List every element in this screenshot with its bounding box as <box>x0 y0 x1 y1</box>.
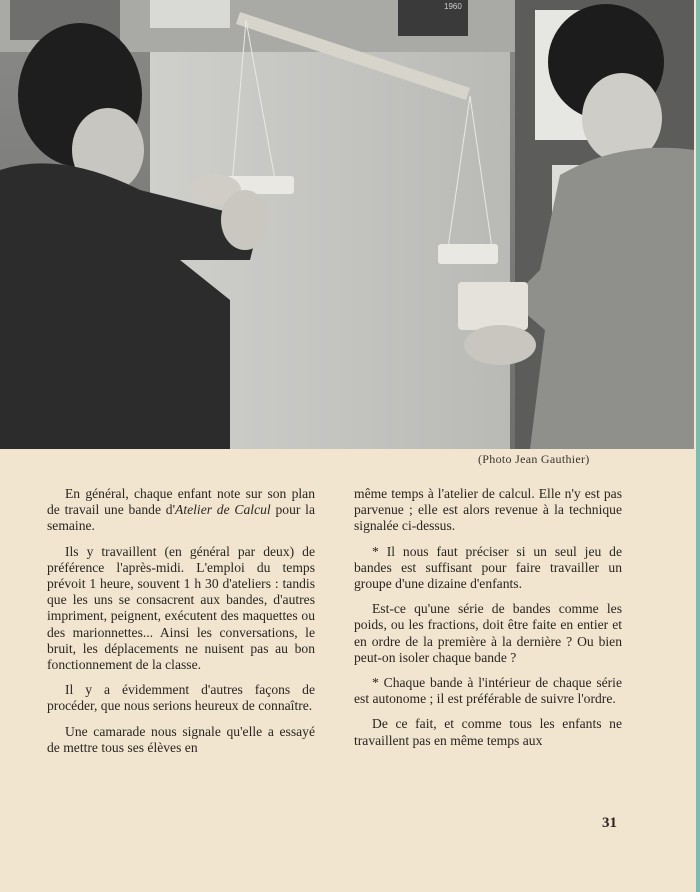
paragraph: * Il nous faut préciser si un seul jeu de bandes est suffisant pour faire travailler un groupe d'une dizaine d'enfants. <box>354 543 622 592</box>
page-edge <box>696 0 700 892</box>
paragraph: Ils y travaillent (en général par deux) de préférence l'après-midi. L'emploi du temps prévoit 1 heure, souvent 1 h 30 d'ateliers : tandis que les uns se consacrent aux bandes, d'autres impriment, peignent, exécutent des maquettes ou des marionnettes... Ainsi les conversations, le bruit, les déplacements ne nuisent pas au bon fonctionnement de la classe. <box>47 543 315 673</box>
photo-illustration <box>0 0 694 449</box>
paragraph: Une camarade nous signale qu'elle a essayé de mettre tous ses élèves en <box>47 723 315 755</box>
paragraph: En général, chaque enfant note sur son plan de travail une bande d'Atelier de Calcul pour la semaine. <box>47 486 315 534</box>
photo-caption: (Photo Jean Gauthier) <box>478 452 590 466</box>
paragraph: même temps à l'atelier de calcul. Elle n'y est pas parvenue ; elle est alors revenue à la technique signalée ci-dessus. <box>354 486 622 534</box>
paragraph: Est-ce qu'une série de bandes comme les poids, ou les fractions, doit être faite en entier et en ordre de la première à la dernière ? Ou bien peut-on isoler chaque bande ? <box>354 601 622 665</box>
text-column-right <box>354 486 622 758</box>
page-number: 31 <box>602 815 617 831</box>
paragraph: De ce fait, et comme tous les enfants ne travaillent pas en même temps aux <box>354 716 622 748</box>
paragraph: * Chaque bande à l'intérieur de chaque série est autonome ; il est préférable de suivre l'ordre. <box>354 675 622 707</box>
balance-pan-right <box>438 244 498 264</box>
photo-children-balance <box>0 0 694 449</box>
paragraph: Il y a évidemment d'autres façons de procéder, que nous serions heureux de connaître. <box>47 682 315 714</box>
text-column-left <box>47 486 315 765</box>
sign-year: 1960 <box>444 2 462 11</box>
